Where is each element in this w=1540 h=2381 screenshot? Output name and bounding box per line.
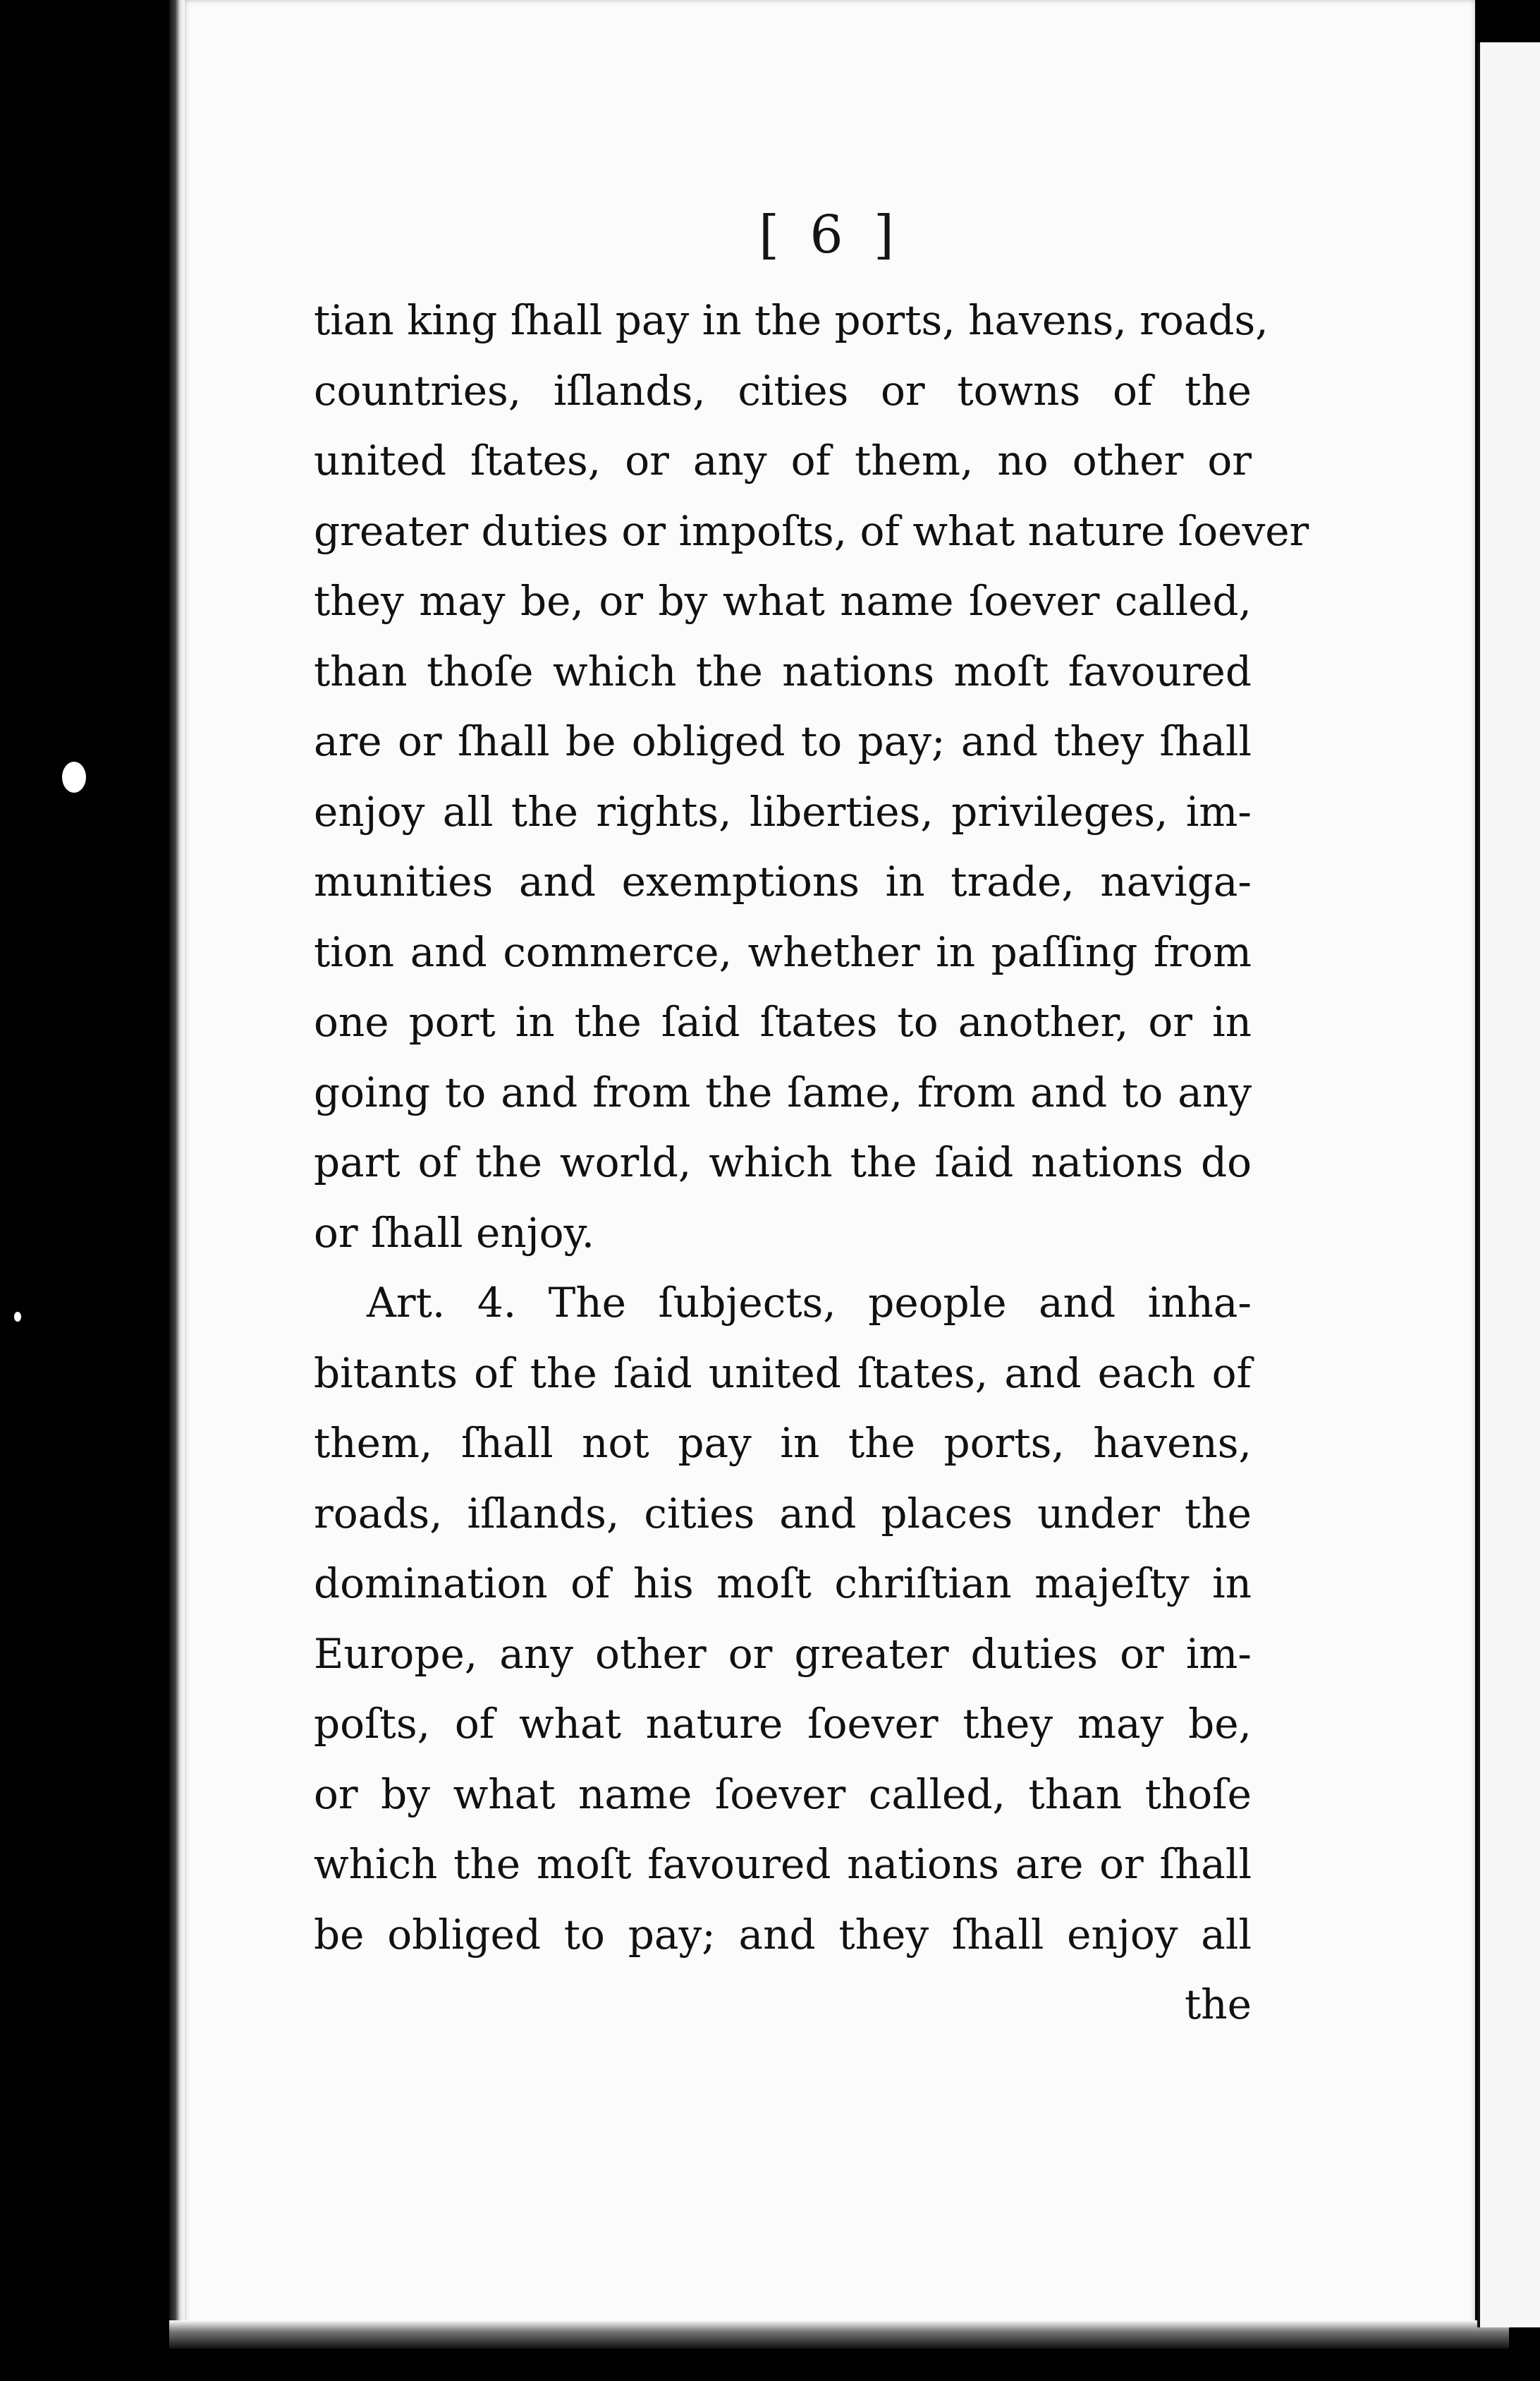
page-bottom-edge <box>169 2320 1509 2349</box>
text-line: are or ſhall be obliged to pay; and they ſhall <box>314 717 1252 765</box>
page-binding-edge <box>169 0 185 2349</box>
text-line: munities and exemptions in trade, naviga- <box>314 858 1252 906</box>
text-line: which the moſt favoured nations are or ſhall <box>314 1840 1252 1888</box>
text-line: than thoſe which the nations moſt favoured <box>314 647 1252 695</box>
text-line: one port in the ſaid ſtates to another, or in <box>314 998 1252 1046</box>
text-line: or by what name ſoever called, than thoſe <box>314 1770 1252 1818</box>
text-line: Europe, any other or greater duties or im- <box>314 1629 1252 1678</box>
text-line: bitants of the ſaid united ſtates, and each of <box>314 1348 1252 1397</box>
page-number-header: [ 6 ] <box>759 205 901 265</box>
text-line: they may be, or by what name ſoever called, <box>314 577 1252 625</box>
text-line: domination of his moſt chriſtian majeſty in <box>314 1559 1252 1607</box>
adjacent-page-edge <box>1477 42 1540 2327</box>
page-body-text <box>314 286 1309 2040</box>
scan-speck <box>14 1312 21 1322</box>
text-line: going to and from the ſame, from and to any <box>314 1068 1252 1116</box>
text-line: be obliged to pay; and they ſhall enjoy all <box>314 1910 1252 1959</box>
text-line: part of the world, which the ſaid nations do <box>314 1138 1252 1186</box>
text-line: or ſhall enjoy. <box>314 1208 595 1257</box>
text-line: united ſtates, or any of them, no other or <box>314 437 1252 485</box>
scan-speck <box>62 762 86 793</box>
text-line: countries, iſlands, cities or towns of the <box>314 366 1252 415</box>
text-line: greater duties or impoſts, of what nature ſoever <box>314 506 1309 555</box>
text-line: poſts, of what nature ſoever they may be, <box>314 1700 1252 1748</box>
text-line: tian king ſhall pay in the ports, havens, roads, <box>314 296 1269 344</box>
text-line: tion and commerce, whether in paſſing from <box>314 927 1252 976</box>
text-line: enjoy all the rights, liberties, privileges, im- <box>314 787 1252 836</box>
text-line: roads, iſlands, cities and places under the <box>314 1489 1252 1537</box>
article-4-heading-line: Art. 4. The ſubjects, people and inha- <box>367 1279 1252 1327</box>
catchword: the <box>1185 1980 1252 2028</box>
text-line: them, ſhall not pay in the ports, havens, <box>314 1419 1252 1467</box>
